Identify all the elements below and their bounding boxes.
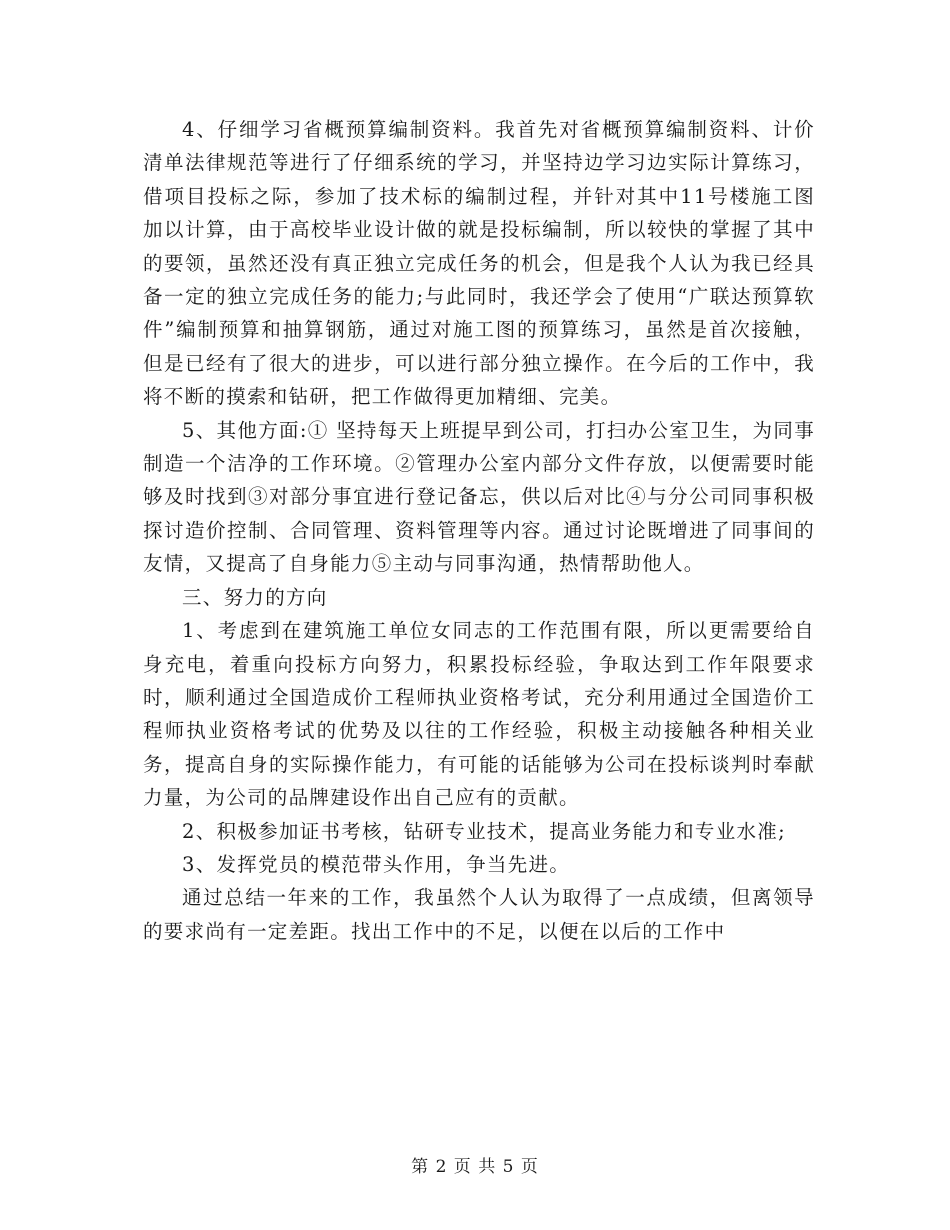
paragraph-direction-3: 3、发挥党员的模范带头作用，争当先进。 [182, 852, 571, 876]
paragraph-direction-1: 1、考虑到在建筑施工单位女同志的工作范围有限，所以更需要给自身充电，着重向投标方向努力，积累投标经验，争取达到工作年限要求时，顺利通过全国造成价工程师执业资格考试，充分利用通过全国造价工程师执业资格考试的优势及以往的工作经验，积极主动接触各种相关业务，提高自身的实际操作能力，有可能的话能够为公司在投标谈判时奉献力量，为公司的品牌建设作出自己应有的贡献。 [143, 619, 815, 810]
paragraph-budget-study: 4、仔细学习省概预算编制资料。我首先对省概预算编制资料、计价清单法律规范等进行了仔细系统的学习，并坚持边学习边实际计算练习，借项目投标之际，参加了技术标的编制过程，并针对其中11号楼施工图加以计算，由于高校毕业设计做的就是投标编制，所以较快的掌握了其中的要领，虽然还没有真正独立完成任务的机会，但是我个人认为我已经具备一定的独立完成任务的能力;与此同时，我还学会了使用“广联达预算软件”编制预算和抽算钢筋，通过对施工图的预算练习，虽然是首次接触，但是已经有了很大的进步，可以进行部分独立操作。在今后的工作中，我将不断的摸索和钻研，把工作做得更加精细、完美。 [143, 118, 815, 409]
document-body [143, 113, 815, 948]
paragraph-summary: 通过总结一年来的工作，我虽然个人认为取得了一点成绩，但离领导的要求尚有一定差距。找出工作中的不足，以便在以后的工作中 [143, 886, 815, 943]
page-number-footer: 第 2 页 共 5 页 [411, 1157, 539, 1177]
section-heading-direction: 三、努力的方向 [182, 585, 328, 609]
paragraph-direction-2: 2、积极参加证书考核，钻研专业技术，提高业务能力和专业水准; [182, 819, 786, 843]
paragraph-other-aspects: 5、其他方面:① 坚持每天上班提早到公司，打扫办公室卫生，为同事制造一个洁净的工作环境。②管理办公室内部分文件存放，以便需要时能够及时找到③对部分事宜进行登记备忘，供以后对比④与分公司同事积极探讨造价控制、合同管理、资料管理等内容。通过讨论既增进了同事间的友情，又提高了自身能力⑤主动与同事沟通，热情帮助他人。 [143, 418, 815, 576]
